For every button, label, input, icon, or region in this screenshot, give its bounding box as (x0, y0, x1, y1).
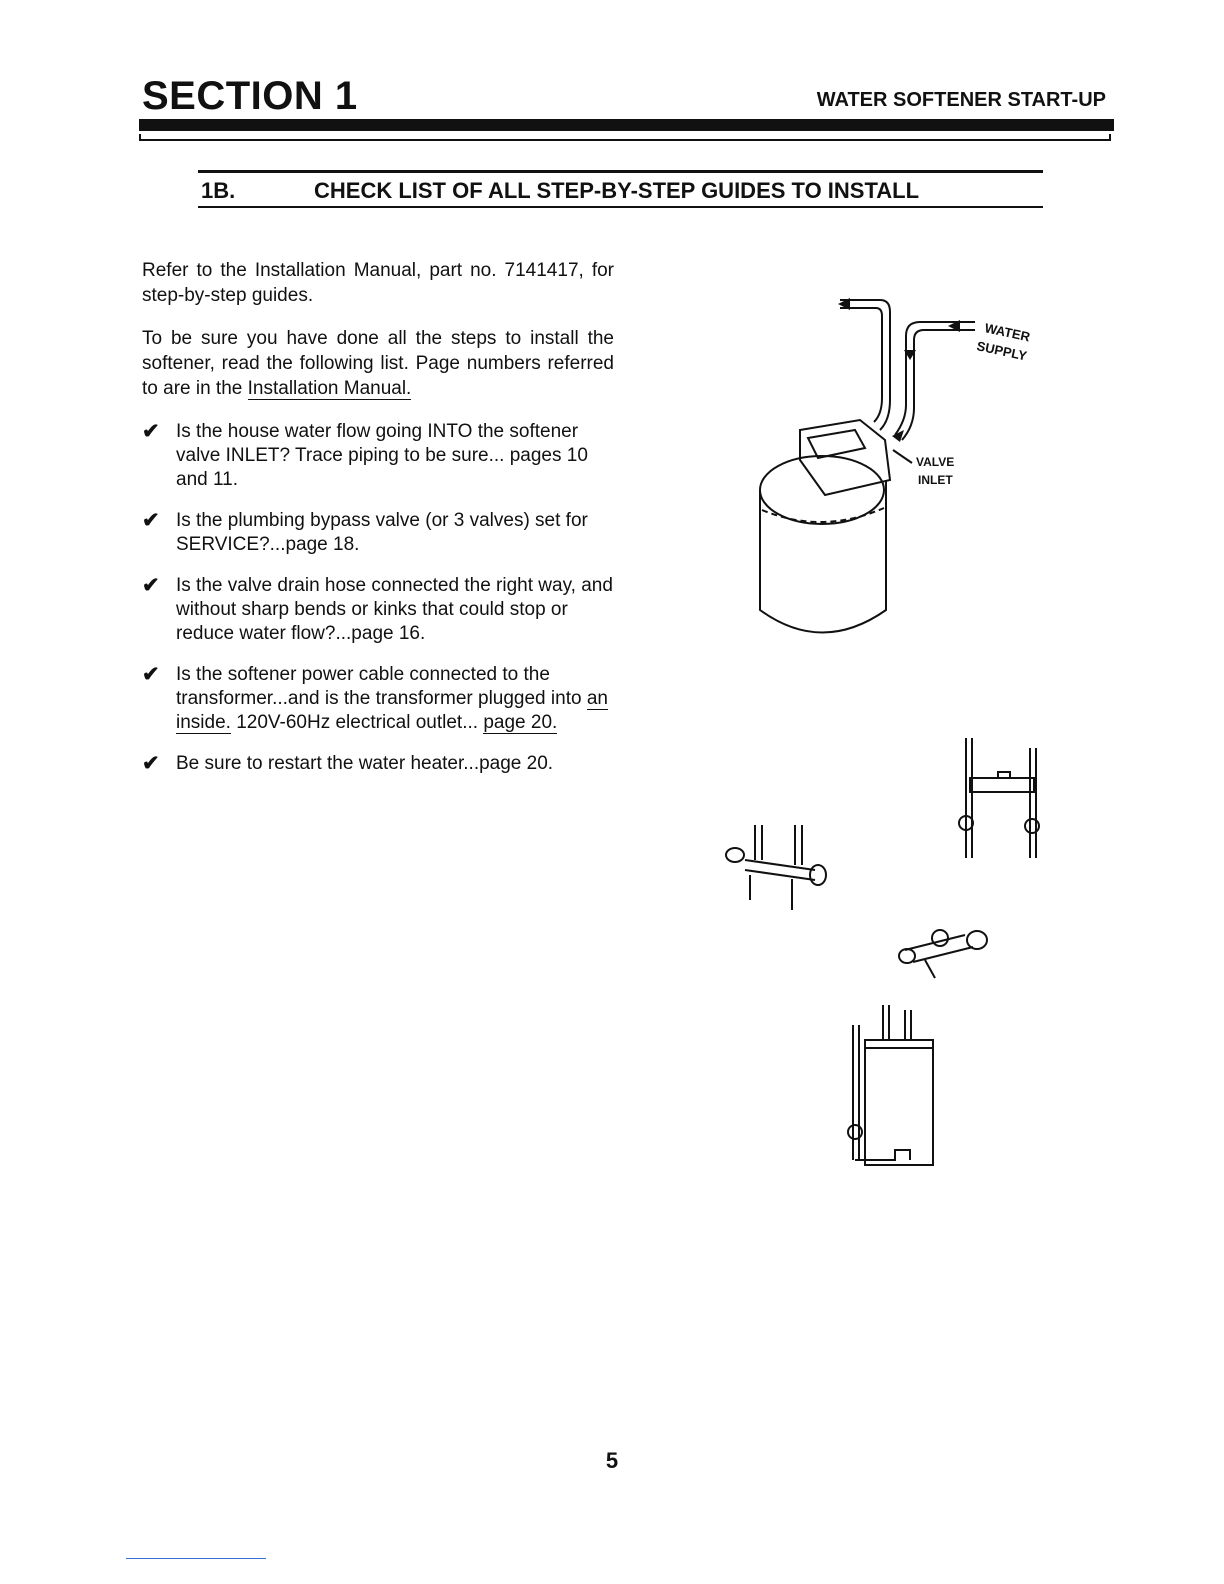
checklist-item-text-b: an inside. (176, 688, 608, 733)
water-supply-label-2: SUPPLY (975, 338, 1029, 364)
header-rule (139, 119, 1114, 131)
checklist-item-text: Be sure to restart the water heater...page 20. (176, 753, 554, 774)
checklist-item-text (176, 664, 608, 734)
installation-manual-ref: Installation Manual. (247, 378, 412, 399)
water-supply-label-1: WATER (983, 320, 1032, 345)
checkmark-icon: ✔ (142, 509, 160, 532)
checklist-item (142, 574, 614, 646)
checklist (142, 420, 614, 793)
page-number: 5 (605, 1448, 619, 1473)
checklist-item-text: Is the plumbing bypass valve (or 3 valves) set for SERVICE?...page 18. (176, 510, 588, 555)
checkmark-icon: ✔ (142, 420, 160, 443)
bypass-valve-illustration (940, 738, 1050, 868)
checkmark-icon: ✔ (142, 574, 160, 597)
bypass-valve-single-illustration (895, 920, 1005, 990)
subsection-title: CHECK LIST OF ALL STEP-BY-STEP GUIDES TO INSTALL (314, 178, 920, 203)
subsection-number: 1B. (201, 178, 236, 203)
subsection-rule-bottom (198, 206, 1043, 208)
water-heater-illustration (835, 1000, 945, 1175)
checklist-item-text: Is the valve drain hose connected the right way, and without sharp bends or kinks that could stop or reduce water flow?...page 16. (176, 575, 613, 644)
checklist-item (142, 752, 614, 776)
intro-paragraph-2-text: To be sure you have done all the steps to install the softener, read the following list. Page numbers referred to are in the (142, 328, 614, 399)
subsection-rule-top (198, 170, 1043, 173)
intro-paragraph-1: Refer to the Installation Manual, part no. 7141417, for step-by-step guides. (142, 260, 614, 306)
water-softener-illustration (740, 280, 1070, 660)
checklist-item (142, 663, 614, 735)
checklist-item-text-c: 120V-60Hz electrical outlet... (230, 712, 484, 733)
valve-inlet-label-1: VALVE (916, 455, 955, 469)
valve-inlet-label-2: INLET (918, 473, 953, 487)
section-subtitle: WATER SOFTENER START-UP (816, 89, 1106, 111)
header-rule-box (139, 134, 1111, 141)
checkmark-icon: ✔ (142, 752, 160, 775)
intro-paragraph-2 (142, 326, 614, 401)
section-title: SECTION 1 (142, 74, 358, 118)
checkmark-icon: ✔ (142, 663, 160, 686)
checklist-item (142, 420, 614, 492)
checklist-item (142, 509, 614, 557)
footer-rule (126, 1558, 266, 1559)
checklist-item-text-d: page 20. (483, 712, 558, 733)
checklist-item-text-a: Is the softener power cable connected to the transformer...and is the transformer plugged into (176, 664, 587, 709)
checklist-item-text: Is the house water flow going INTO the softener valve INLET? Trace piping to be sure... pages 10 and 11. (176, 421, 588, 490)
three-valve-bypass-illustration (720, 815, 840, 915)
